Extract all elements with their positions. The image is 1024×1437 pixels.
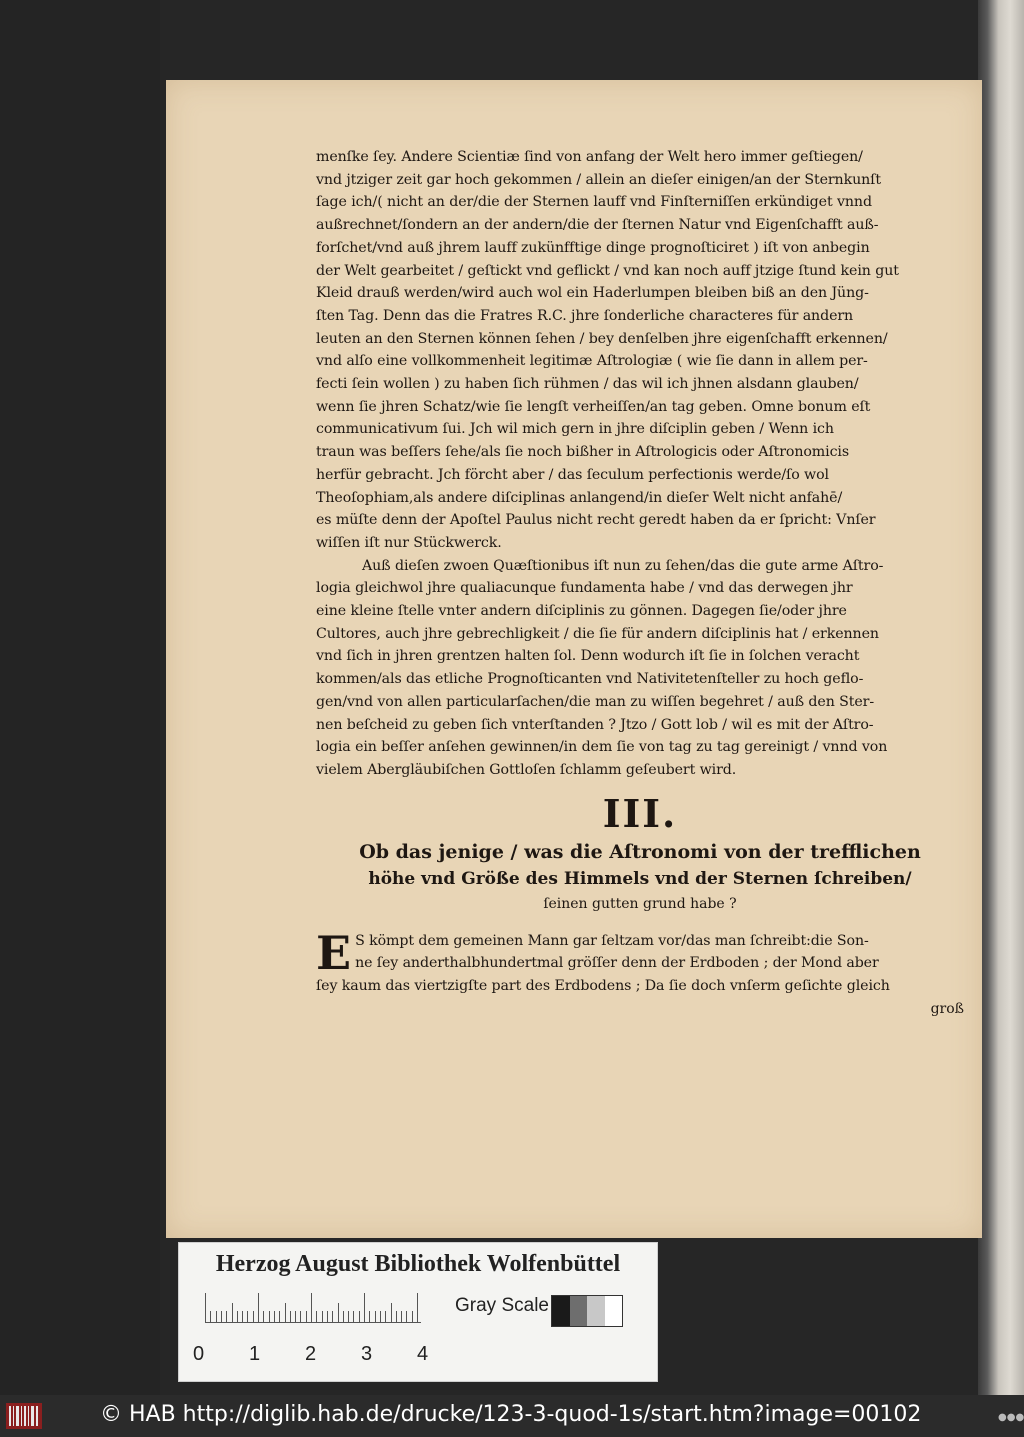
ruler-number: 2 [305,1343,317,1365]
ruler-tick [290,1311,291,1323]
ruler-tick [412,1311,413,1323]
text-line: menſke ſey. Andere Scientiæ ſind von anfang der Welt hero immer geſtiegen/ [316,149,863,165]
text-line: es müſte denn der Apoſtel Paulus nicht recht geredt haben da er ſpricht: Vnſer [316,512,876,529]
text-line: logia ein beſſer anſehen gewinnen/in dem ſie von tag zu tag gereinigt / vnnd von [316,739,888,756]
ruler-tick [364,1293,365,1323]
text-line: kommen/als das etliche Prognoſticanten vnd Nativitetenſteller zu hoch geflo- [316,671,864,688]
catchword: groß [930,1000,964,1017]
page-text [316,146,964,1020]
ruler-number: 0 [193,1343,205,1365]
ruler-tick [253,1311,254,1323]
text-line: Cultores, auch jhre gebrechligkeit / die ſie für andern diſciplinis hat / erkennen [316,625,879,642]
dark-margin [0,0,160,1395]
text-line: traun was beſſers ſehe/als ſie noch bißher in Aſtrologicis oder Aſtronomicis [316,444,850,461]
text-line: Kleid drauß werden/wird auch wol ein Haderlumpen bleiben biß an den Jüng- [316,285,869,302]
ruler-tick [385,1311,386,1323]
ruler-tick [263,1311,264,1323]
text-line: ſage ich/( nicht an der/die der Sternen lauff vnd Finſterniſſen erkündiget vnnd [316,194,872,211]
book-page [166,80,982,1238]
ruler-number: 4 [417,1343,429,1365]
footer-bar [0,1395,1024,1437]
text-line: außrechnet/ſondern an der andern/die der ſternen Natur vnd Eigenſchafft auß- [316,217,879,234]
ruler-tick [401,1311,402,1323]
ruler-tick [369,1311,370,1323]
text-line: S kömpt dem gemeinen Mann gar ſeltzam vor/das man ſchreibt:die Son- [355,932,869,949]
ruler-tick [237,1311,238,1323]
text-line: vnd ſich in jhren grentzen halten ſol. Denn wodurch iſt ſie in ſolchen veracht [316,648,860,665]
ruler-tick [338,1303,339,1323]
text-line: wenn ſie jhren Schatz/wie ſie lengſt verheiſſen/an tag geben. Omne bonum eſt [316,398,871,415]
ruler-tick [316,1311,317,1323]
text-line: Auß dieſen zwoen Quæſtionibus iſt nun zu ſehen/das die gute arme Aſtro- [362,557,884,574]
text-line: forſchet/vnd auß jhrem lauff zukünfftige dinge prognoſticiret ) iſt von anbegin [316,239,870,256]
text-line: ſten Tag. Denn das die Fratres R.C. jhre ſonderliche characteres für andern [316,307,854,324]
ruler-tick [226,1311,227,1323]
text-line: ſey kaum das viertzigſte part des Erdbodens ; Da ſie doch vnſerm geſichte gleich [316,978,890,995]
section-heading-line-2: höhe vnd Größe des Himmels vnd der Sternen ſchreiben/ [368,868,912,889]
library-name: Herzog August Bibliothek Wolfenbüttel [215,1251,621,1277]
ruler-tick [311,1293,312,1323]
gray-scale-label: Gray Scale [455,1295,549,1316]
text-line: vielem Abergläubiſchen Gottloſen ſchlamm geſeubert wird. [316,761,737,778]
text-line: wiſſen iſt nur Stückwerck. [316,534,502,551]
ruler-tick [322,1311,323,1323]
ruler-tick [285,1303,286,1323]
ruler-tick [258,1293,259,1323]
ruler-tick [274,1311,275,1323]
text-line: herfür gebracht. Jch förcht aber / das ſeculum perfectionis werde/ſo wol [316,466,829,483]
ruler-tick [396,1311,397,1323]
library-label-card [178,1242,658,1382]
text-line: gen/vnd von allen particularſachen/die man zu wiſſen begehret / auß den Ster- [316,693,875,710]
ruler-tick [300,1311,301,1323]
more-icon: ●●● [998,1412,1024,1423]
ruler-tick [269,1311,270,1323]
hab-barcode-logo-icon [6,1403,42,1429]
copyright-url: © HAB http://diglib.hab.de/drucke/123-3-quod-1s/start.htm?image=00102 [100,1402,922,1427]
paragraph-block-2 [316,555,964,782]
text-line: eine kleine ſtelle vnter andern diſciplinis zu gönnen. Dagegen ſie/oder jhre [316,603,847,620]
text-line: Theoſophiam,als andere diſciplinas anlangend/in dieſer Welt nicht anfahē/ [316,489,843,506]
ruler-tick [380,1311,381,1323]
ruler-tick [353,1311,354,1323]
ruler-tick [221,1311,222,1323]
ruler-tick [247,1311,248,1323]
ruler-tick [348,1311,349,1323]
gray-scale-swatch [551,1295,623,1327]
ruler-tick [205,1293,206,1323]
ruler-tick [327,1311,328,1323]
ruler-tick [216,1311,217,1323]
text-line: nen beſcheid zu geben ſich vnterſtanden ? Jtzo / Gott lob / wil es mit der Aſtro- [316,716,874,733]
text-line: fecti ſein wollen ) zu haben ſich rühmen / das wil ich jhnen alsdann glauben/ [316,376,859,393]
drop-capital: E [316,925,352,980]
paragraph-block-1 [316,146,964,555]
ruler-tick [343,1311,344,1323]
ruler-tick [210,1311,211,1323]
ruler-number: 1 [249,1343,261,1365]
ruler-tick [375,1311,376,1323]
text-line: der Welt gearbeitet / geſtickt vnd geflickt / vnd kan noch auff jtzige ſtund kein gut [316,262,899,279]
section-heading-line-3: ſeinen gutten grund habe ? [543,895,737,912]
ruler-tick [242,1311,243,1323]
text-line: communicativum ſui. Jch wil mich gern in jhre diſciplin geben / Wenn ich [316,421,834,438]
text-line: vnd jtziger zeit gar hoch gekommen / allein an dieſer einigen/an der Sternkunſt [316,171,881,188]
text-line: leuten an den Sternen können ſehen / bey denſelben jhre eigenſchafft erkennen/ [316,330,888,347]
text-line: vnd alſo eine vollkommenheit legitimæ Aſtrologiæ ( wie ſie dann in allem per- [316,353,868,370]
ruler-tick [391,1303,392,1323]
text-line: ne ſey anderthalbhundertmal gröſſer denn der Erdboden ; der Mond aber [355,955,879,972]
measurement-ruler [205,1291,421,1323]
ruler-number: 3 [361,1343,373,1365]
section-heading-line-1: Ob das jenige / was die Aſtronomi von der trefflichen [359,840,921,863]
ruler-tick [332,1311,333,1323]
ruler-tick [417,1293,418,1323]
ruler-tick [232,1303,233,1323]
section-number: III. [602,790,678,836]
ruler-tick [279,1311,280,1323]
ruler-tick [359,1311,360,1323]
adjacent-page-edge [978,0,1024,1395]
ruler-tick [406,1311,407,1323]
ruler-tick [295,1311,296,1323]
ruler-tick [306,1311,307,1323]
paragraph-block-3 [316,925,964,998]
text-line: logia gleichwol jhre qualiacunque fundamenta habe / vnd das derwegen jhr [316,580,853,597]
